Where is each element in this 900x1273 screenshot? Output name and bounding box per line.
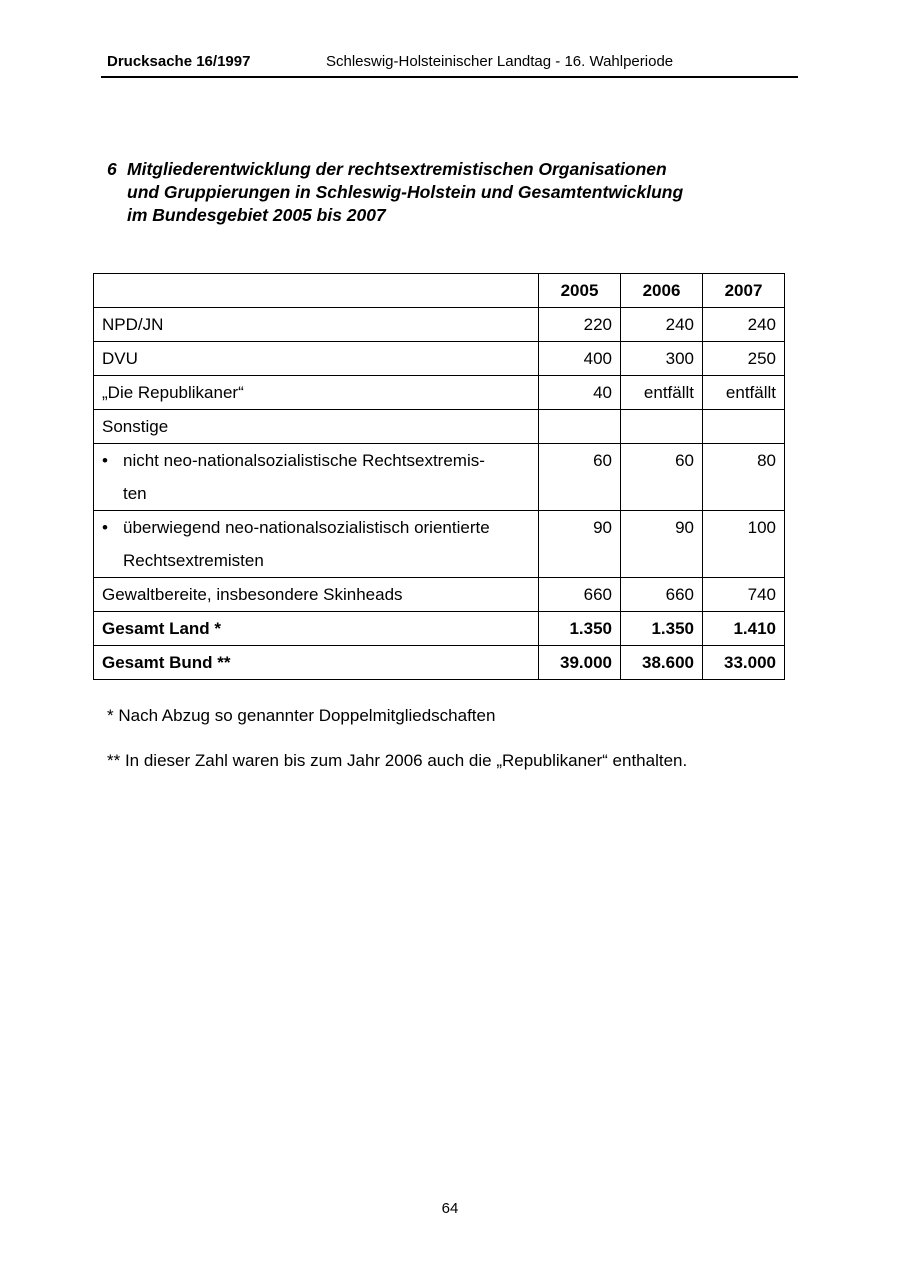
cell-value: 90 [539,511,621,578]
document-source: Schleswig-Holsteinischer Landtag - 16. Wahlperiode [326,53,674,70]
cell-value: 1.410 [703,612,785,646]
cell-value: 220 [539,308,621,342]
section-heading [107,158,747,227]
cell-value: 250 [703,342,785,376]
page-number: 64 [441,1200,459,1217]
table-row [94,376,785,410]
year-header-2006: 2006 [621,274,703,308]
cell-value: 60 [621,444,703,511]
cell-value: 38.600 [621,646,703,680]
row-label-bulleted [94,511,539,578]
cell-value: 39.000 [539,646,621,680]
table-row [94,578,785,612]
table-row [94,342,785,376]
row-label: NPD/JN [94,308,539,342]
row-label: Sonstige [94,410,539,444]
row-label-line-1: nicht neo-nationalsozialistische Rechtsextremis- [123,451,485,470]
footnote-single-asterisk: * Nach Abzug so genannter Doppelmitgliedschaften [107,706,496,725]
bullet-icon: • [102,518,108,537]
table-row [94,511,785,578]
page-header [101,52,798,78]
cell-value: 90 [621,511,703,578]
row-label-bulleted [94,444,539,511]
table-header-row [94,274,785,308]
table-row-total-bund [94,646,785,680]
year-header-2007: 2007 [703,274,785,308]
cell-value: 1.350 [539,612,621,646]
row-label-line-2: ten [123,484,147,503]
header-empty-cell [94,274,539,308]
footnote-double-asterisk: ** In dieser Zahl waren bis zum Jahr 2006 auch die „Republikaner“ enthalten. [107,751,688,770]
cell-value: 40 [539,376,621,410]
document-number: Drucksache 16/1997 [107,53,251,70]
row-label-line-2: Rechtsextremisten [123,551,264,570]
cell-value: 300 [621,342,703,376]
table-row [94,308,785,342]
bullet-icon: • [102,451,108,470]
cell-value: 740 [703,578,785,612]
section-number: 6 [107,159,117,179]
cell-value [703,410,785,444]
cell-value: entfällt [621,376,703,410]
cell-value: 60 [539,444,621,511]
cell-value: entfällt [703,376,785,410]
row-label: Gesamt Land * [94,612,539,646]
cell-value: 400 [539,342,621,376]
section-title-line-1: Mitgliederentwicklung der rechtsextremistischen Organisationen [127,159,667,179]
section-title-line-2: und Gruppierungen in Schleswig-Holstein und Gesamtentwicklung [127,182,684,202]
cell-value: 80 [703,444,785,511]
row-label: „Die Republikaner“ [94,376,539,410]
cell-value: 240 [621,308,703,342]
cell-value: 33.000 [703,646,785,680]
table-row [94,410,785,444]
cell-value: 1.350 [621,612,703,646]
year-header-2005: 2005 [539,274,621,308]
cell-value [539,410,621,444]
cell-value: 240 [703,308,785,342]
table-row-total-land [94,612,785,646]
cell-value: 660 [621,578,703,612]
cell-value: 100 [703,511,785,578]
table-row [94,444,785,511]
section-title-line-3: im Bundesgebiet 2005 bis 2007 [127,205,386,225]
row-label-line-1: überwiegend neo-nationalsozialistisch orientierte [123,518,490,537]
row-label: Gesamt Bund ** [94,646,539,680]
row-label: DVU [94,342,539,376]
cell-value: 660 [539,578,621,612]
cell-value [621,410,703,444]
membership-table [93,273,785,680]
row-label: Gewaltbereite, insbesondere Skinheads [94,578,539,612]
